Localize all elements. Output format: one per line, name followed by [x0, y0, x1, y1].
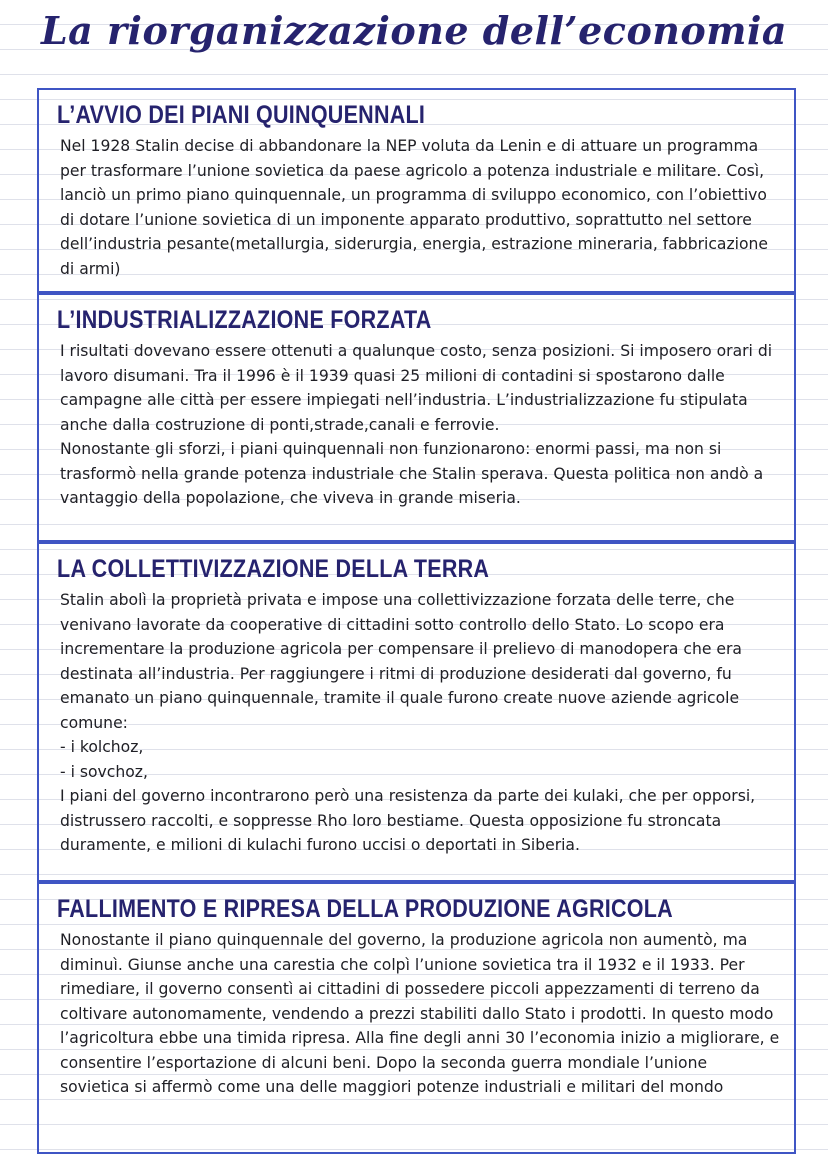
paragraph: I piani del governo incontrarono però una resistenza da parte dei kulaki, che per opporsi, distrussero raccolti, e soppresse Rho loro bestiame. Questa opposizione fu stroncata duramente, e milioni di kulachi furono uccisi o deportati in Siberia. [60, 787, 756, 854]
paragraph: I risultati dovevano essere ottenuti a qualunque costo, senza posizioni. Si imposero orari di lavoro disumani. Tra il 1996 è il 1939 quasi 25 milioni di contadini si spostarono dalle campagne alle città per essere impiegati nell’industria. L’industrializzazione fu stipulata anche dalla costruzione di ponti,strade,canali e ferrovie. [60, 342, 773, 434]
section-fallimento-ripresa [37, 882, 796, 1154]
section-body [39, 335, 794, 511]
section-body [39, 130, 794, 281]
section-industrializzazione [37, 293, 796, 542]
section-body [39, 924, 794, 1100]
page-title: La riorganizzazione dell’economia [40, 8, 788, 53]
paragraph: Nel 1928 Stalin decise di abbandonare la NEP voluta da Lenin e di attuare un programma per trasformare l’unione sovietica da paese agricolo a potenza industriale e militare. Così, lanciò un primo piano quinquennale, un programma di sviluppo economico, con l’obiettivo di dotare l’unione sovietica di un imponente apparato produttivo, soprattutto nel settore dell’industria pesante(metallurgia, siderurgia, energia, estrazione mineraria, fabbricazione di armi) [60, 137, 769, 278]
paragraph: Stalin abolì la proprietà privata e impose una collettivizzazione forzata delle terre, che venivano lavorate da cooperative di cittadini sotto controllo dello Stato. Lo scopo era incrementare la produzione agricola per compensare il prelievo di manodopera che era destinata all’industria. Per raggiungere i ritmi di produzione desiderati dal governo, fu emanato un piano quinquennale, tramite il quale furono create nuove aziende agricole comune: [60, 591, 742, 732]
section-avvio-piani [37, 88, 796, 293]
list-item: - i sovchoz, [60, 762, 148, 781]
section-heading: L’INDUSTRIALIZZAZIONE FORZATA [57, 306, 432, 334]
paragraph: Nonostante gli sforzi, i piani quinquennali non funzionarono: enormi passi, ma non si trasformò nella grande potenza industriale che Stalin sperava. Questa politica non andò a vantaggio della popolazione, che viveva in grande miseria. [60, 440, 764, 507]
section-heading: FALLIMENTO E RIPRESA DELLA PRODUZIONE AGRICOLA [57, 895, 673, 923]
section-body [39, 584, 794, 858]
paragraph: Nonostante il piano quinquennale del governo, la produzione agricola non aumentò, ma diminuì. Giunse anche una carestia che colpì l’unione sovietica tra il 1932 e il 1933. Per rimediare, il governo consentì ai cittadini di possedere piccoli appezzamenti di terreno da coltivare autonomamente, vendendo a prezzi stabiliti dallo Stato i prodotti. In questo modo l’agricoltura ebbe una timida ripresa. Alla fine degli anni 30 l’economia inizio a migliorare, e consentire l’esportazione di alcuni beni. Dopo la seconda guerra mondiale l’unione sovietica si affermò come una delle maggiori potenze industriali e militari del mondo [60, 931, 780, 1096]
section-heading: LA COLLETTIVIZZAZIONE DELLA TERRA [57, 555, 490, 583]
section-collettivizzazione [37, 542, 796, 882]
list-item: - i kolchoz, [60, 738, 144, 756]
section-heading: L’AVVIO DEI PIANI QUINQUENNALI [57, 101, 426, 129]
